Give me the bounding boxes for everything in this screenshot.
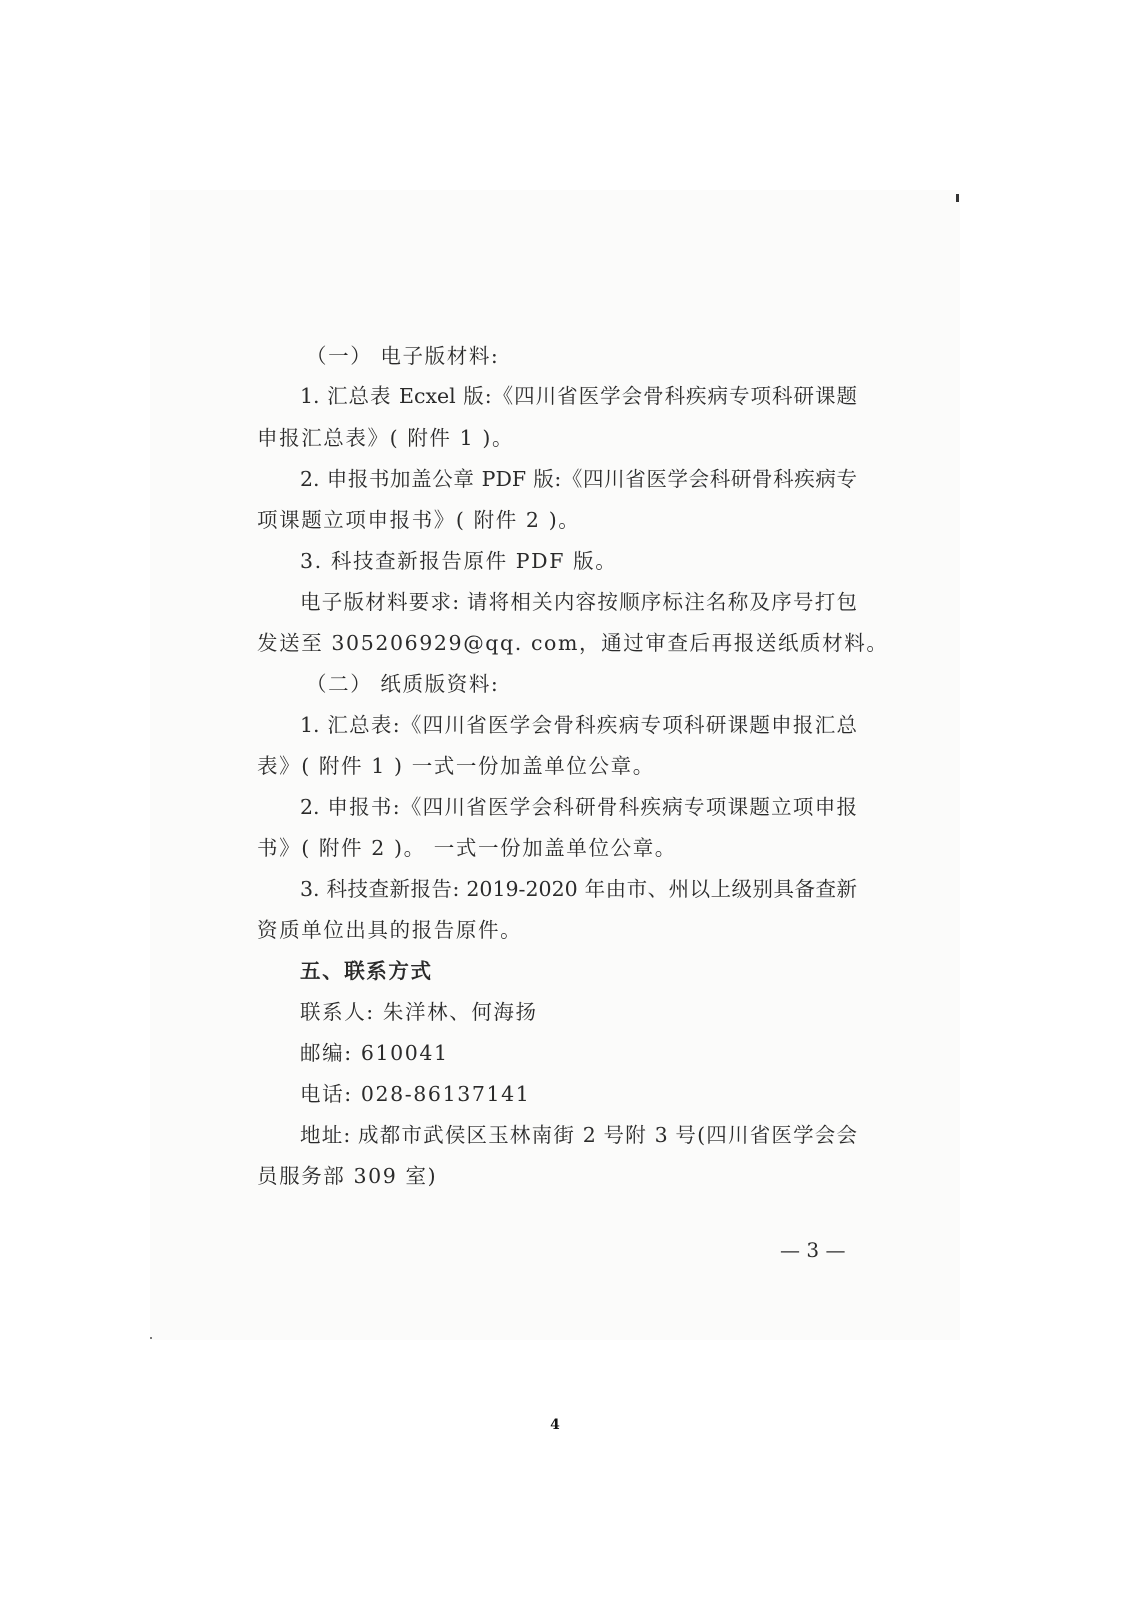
text-line: 3. 科技查新报告原件 PDF 版。 (300, 549, 618, 573)
text-line: 项课题立项申报书》( 附件 2 )。 (257, 508, 581, 532)
address-line: 地址: 成都市武侯区玉林南街 2 号附 3 号(四川省医学会会 (300, 1123, 857, 1147)
scan-dot (150, 1337, 152, 1339)
text-line: 2. 申报书:《四川省医学会科研骨科疾病专项课题立项申报 (300, 795, 857, 819)
text-line: 资质单位出具的报告原件。 (257, 918, 523, 942)
text-line: 3. 科技查新报告: 2019-2020 年由市、州以上级别具备查新 (300, 877, 857, 901)
section-heading-contact: 五、联系方式 (300, 959, 433, 983)
text-line: 申报汇总表》( 附件 1 )。 (257, 426, 515, 450)
sheet-number: 4 (550, 1417, 560, 1433)
page-number: — 3 — (780, 1238, 846, 1262)
text-line: 2. 申报书加盖公章 PDF 版:《四川省医学会科研骨科疾病专 (300, 467, 857, 491)
postal-code: 邮编: 610041 (300, 1041, 449, 1065)
contact-person: 联系人: 朱洋林、何海扬 (300, 1000, 538, 1024)
text-line: 表》( 附件 1 ) 一式一份加盖单位公章。 (257, 754, 655, 778)
text-line: 书》( 附件 2 )。 一式一份加盖单位公章。 (257, 836, 677, 860)
phone-number: 电话: 028-86137141 (300, 1082, 531, 1106)
section-heading-electronic: （一） 电子版材料: (306, 344, 500, 368)
address-line: 员服务部 309 室) (257, 1164, 438, 1188)
scan-mark (956, 194, 959, 202)
text-line: 1. 汇总表:《四川省医学会骨科疾病专项科研课题申报汇总 (300, 713, 857, 737)
text-line: 发送至 305206929@qq. com，通过审查后再报送纸质材料。 (257, 631, 889, 655)
section-heading-paper: （二） 纸质版资料: (306, 672, 500, 696)
text-line: 电子版材料要求: 请将相关内容按顺序标注名称及序号打包 (300, 590, 857, 614)
text-line: 1. 汇总表 Ecxel 版:《四川省医学会骨科疾病专项科研课题 (300, 384, 857, 408)
